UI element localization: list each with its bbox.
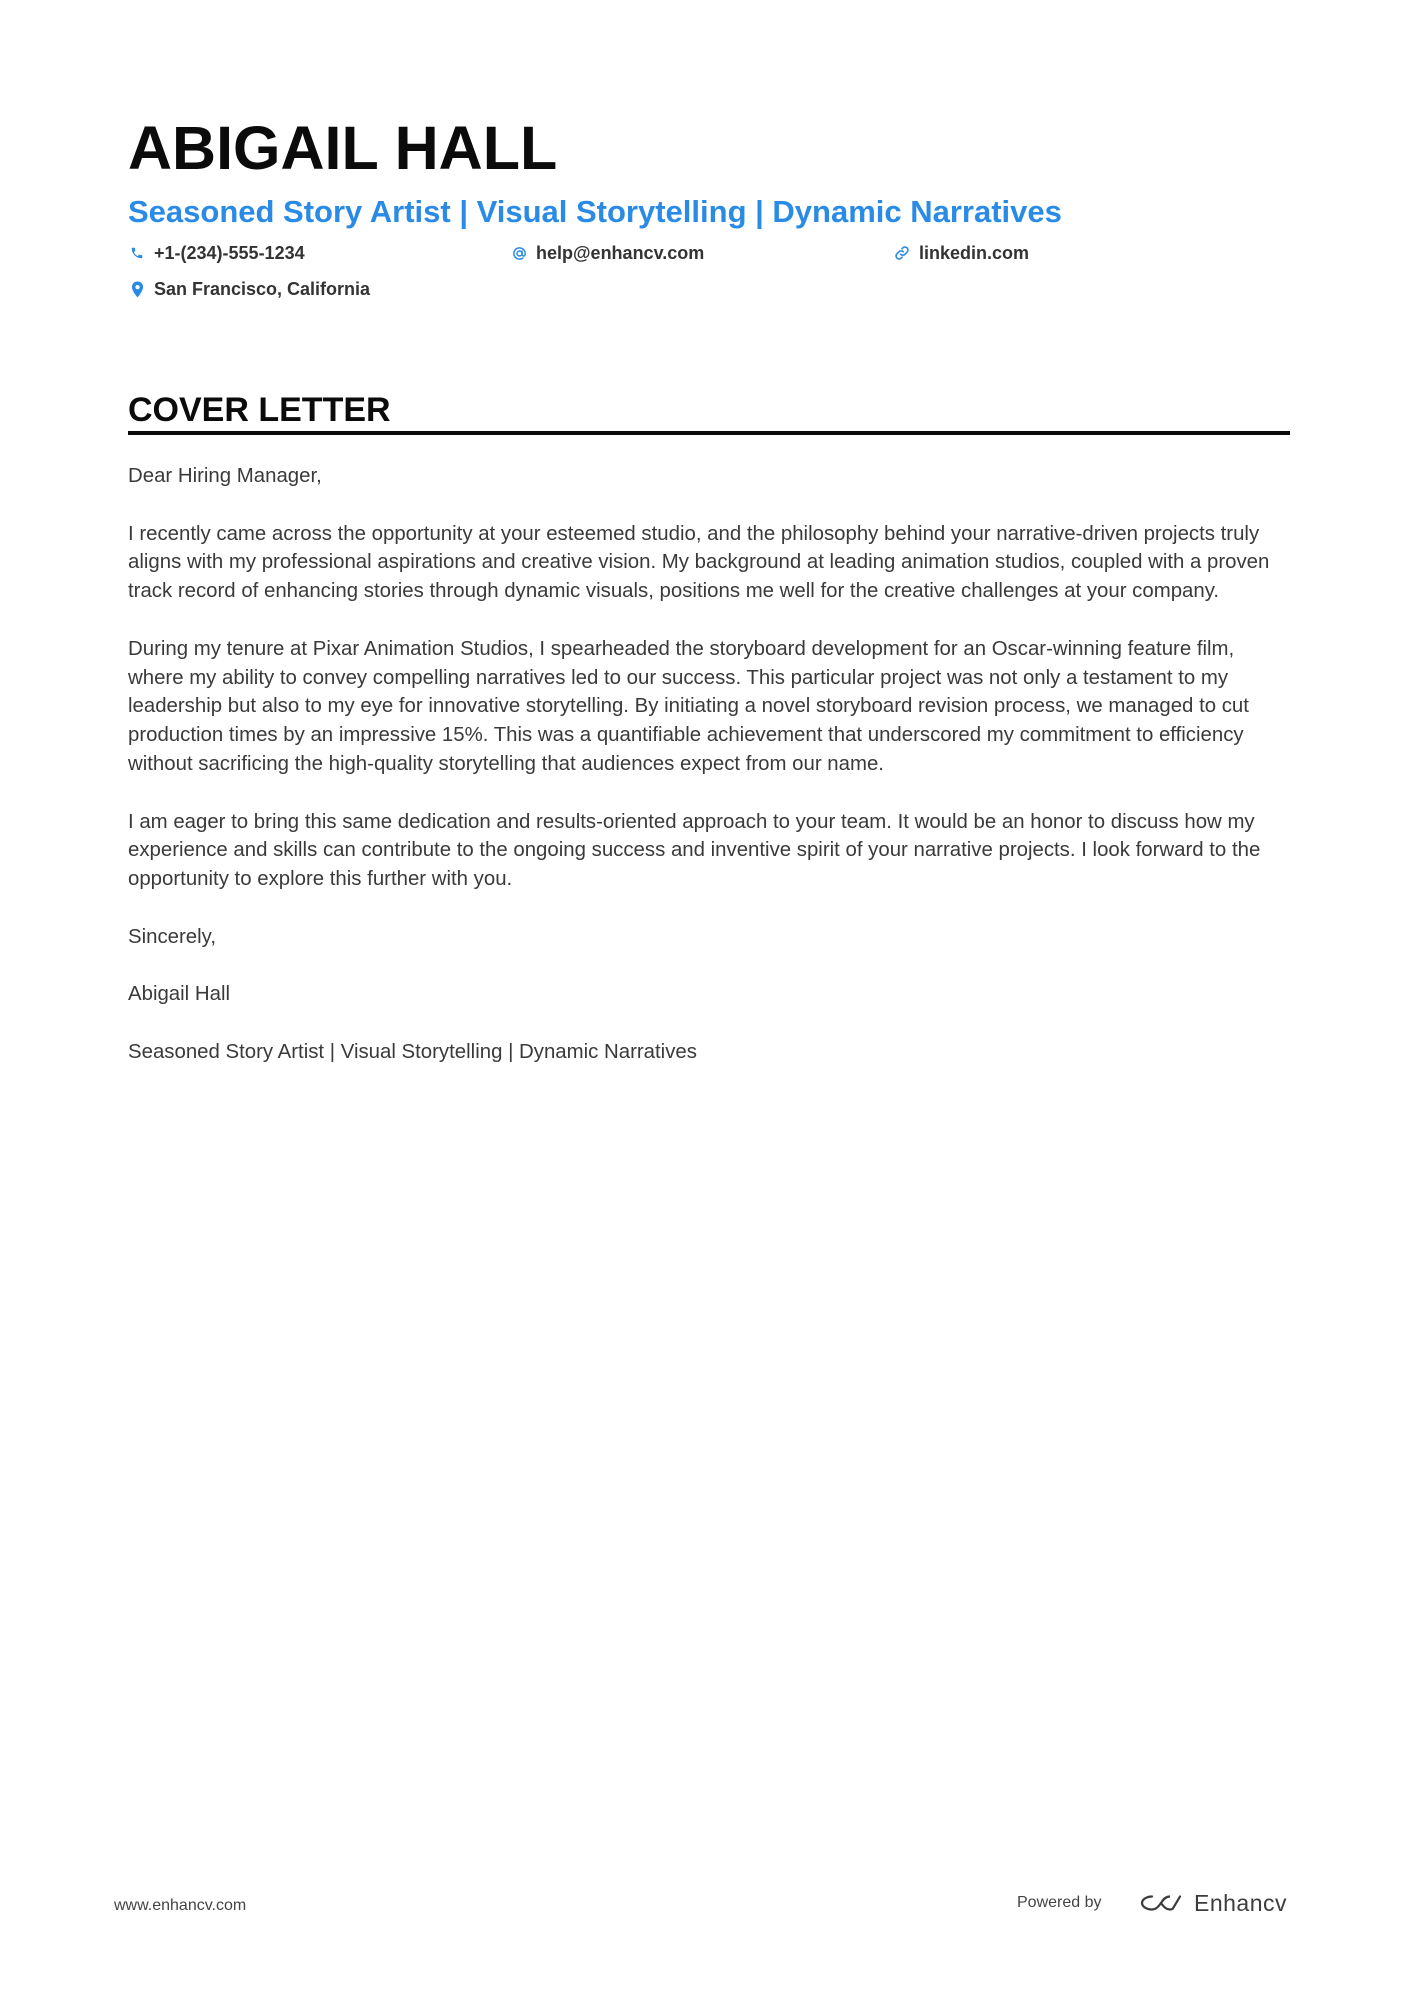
section-divider xyxy=(128,431,1290,435)
enhancv-brand xyxy=(1138,1889,1287,1917)
letter-body xyxy=(128,462,1293,1096)
letter-paragraph: I am eager to bring this same dedication and results-oriented approach to your team. It would be an honor to discuss how my experience and skills can contribute to the ongoing success and inventive spirit of your narrative projects. I look forward to the opportunity to explore this further with you. xyxy=(128,810,1261,891)
location-text: San Francisco, California xyxy=(154,279,371,299)
applicant-headline: Seasoned Story Artist | Visual Storytelling | Dynamic Narratives xyxy=(128,194,1062,229)
contact-website xyxy=(893,241,1029,265)
letter-paragraph: I recently came across the opportunity at your esteemed studio, and the philosophy behind your narrative-driven projects truly aligns with my professional aspirations and creative vision. My background at leading animation studios, coupled with a proven track record of enhancing stories through dynamic visuals, positions me well for the creative challenges at your company. xyxy=(128,522,1270,603)
letter-closing: Sincerely, xyxy=(128,925,217,948)
signature-name: Abigail Hall xyxy=(128,983,231,1006)
signature-title: Seasoned Story Artist | Visual Storytelling | Dynamic Narratives xyxy=(128,1040,697,1063)
section-title: COVER LETTER xyxy=(128,391,391,429)
enhancv-logo-icon xyxy=(1138,1891,1184,1915)
link-icon xyxy=(893,244,911,262)
website-text: linkedin.com xyxy=(919,243,1030,263)
applicant-name: ABIGAIL HALL xyxy=(128,114,558,182)
powered-by-label: Powered by xyxy=(1017,1894,1102,1911)
at-icon xyxy=(510,244,528,262)
phone-icon xyxy=(128,244,146,262)
phone-text: +1-(234)-555-1234 xyxy=(154,243,305,263)
email-text: help@enhancv.com xyxy=(536,243,705,263)
letter-greeting: Dear Hiring Manager, xyxy=(128,465,322,487)
letter-paragraph: During my tenure at Pixar Animation Studios, I spearheaded the storyboard development for an Oscar-winning feature film, where my ability to convey compelling narratives led to our success. This particular project was not only a testament to my leadership but also to my eye for innovative storytelling. By initiating a novel storyboard revision process, we managed to cut production times by an impressive 15%. This was a quantifiable achievement that underscored my commitment to efficiency without sacrificing the high-quality storytelling that audiences expect from our name. xyxy=(128,637,1249,775)
contact-location xyxy=(128,277,370,301)
contact-phone xyxy=(128,241,305,265)
contact-email xyxy=(510,241,704,265)
location-pin-icon xyxy=(128,280,146,298)
footer-url: www.enhancv.com xyxy=(114,1897,247,1914)
brand-wordmark: Enhancv xyxy=(1194,1890,1288,1916)
